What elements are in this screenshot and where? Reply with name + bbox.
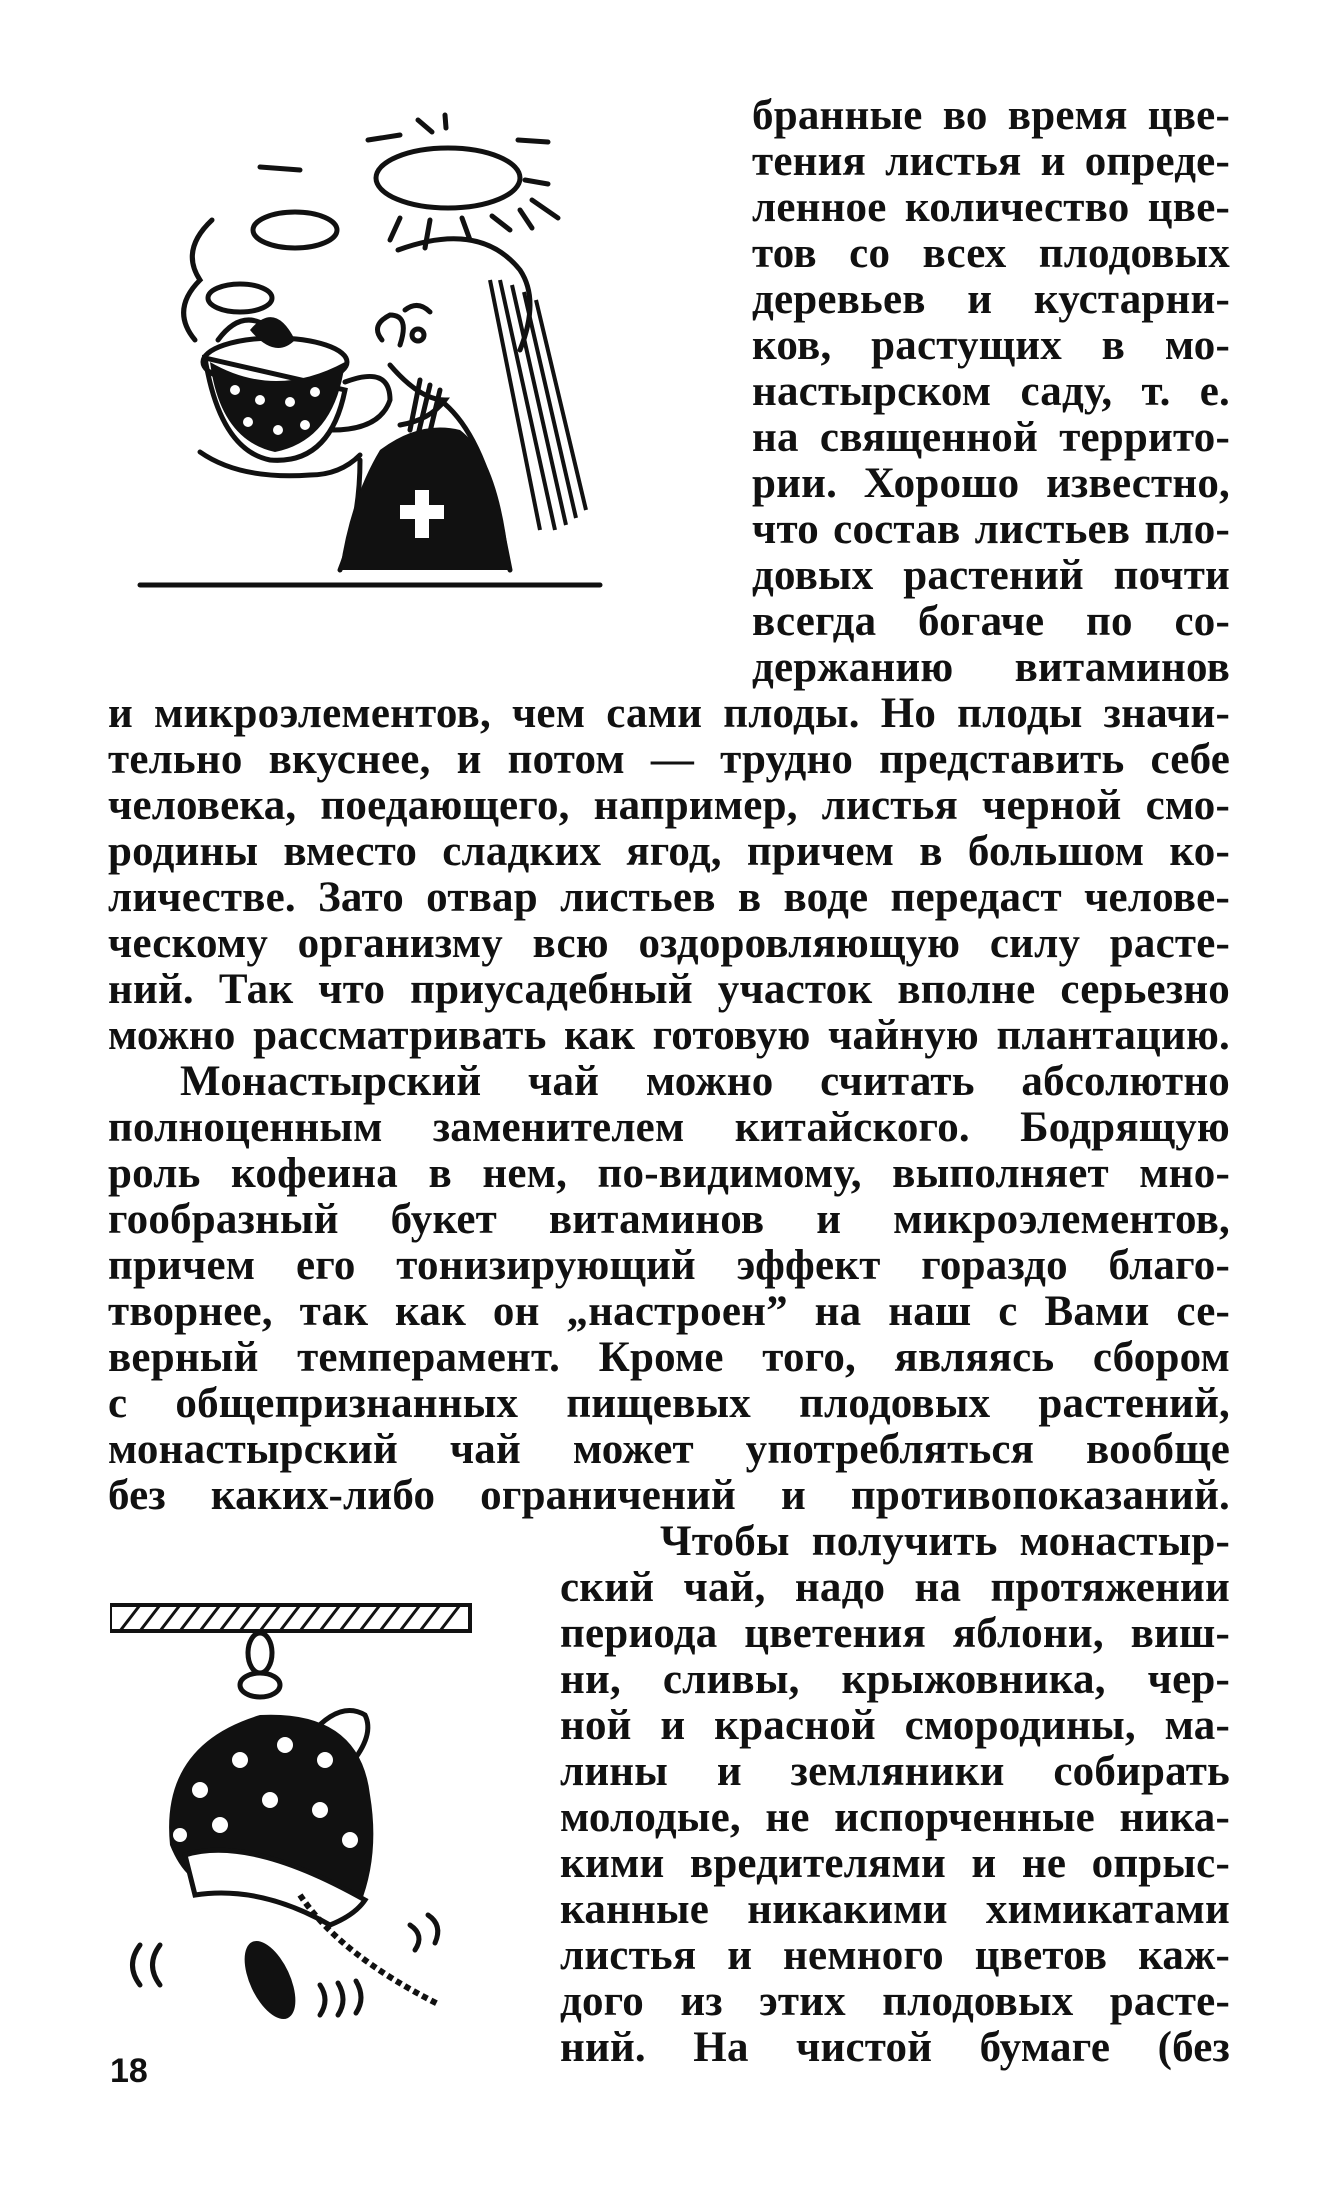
text-line: ни, сливы, крыжовника, чер- [560, 1656, 1230, 1703]
text-line: ков, растущих в мо- [752, 322, 1230, 369]
text-line-indented: Монастырский чай можно считать абсолютно [180, 1058, 1230, 1105]
text-line: держанию витаминов [752, 644, 1230, 691]
text-line: тов со всех плодовых [752, 230, 1230, 277]
text-line: ний. На чистой бумаге (без [560, 2024, 1230, 2071]
text-line: человека, поедающего, например, листья черной смо- [108, 782, 1230, 829]
text-line: ский чай, надо на протяжении [560, 1564, 1230, 1611]
text-line: бранные во время цве- [752, 92, 1230, 139]
text-line: дого из этих плодовых расте- [560, 1978, 1230, 2025]
text-line: творнее, так как он „настроен” на наш с Вами се- [108, 1288, 1230, 1335]
text-line: ленное количество цве- [752, 184, 1230, 231]
text-line: настырском саду, т. е. [752, 368, 1230, 415]
text-line: листья и немного цветов каж- [560, 1932, 1230, 1979]
text-line: с общепризнанных пищевых плодовых растений, [108, 1380, 1230, 1427]
text-line: периода цветения яблони, виш- [560, 1610, 1230, 1657]
text-line: верный темперамент. Кроме того, являясь сбором [108, 1334, 1230, 1381]
text-line: родины вместо сладких ягод, причем в большом ко- [108, 828, 1230, 875]
teapot-bell-illustration [110, 1595, 550, 2040]
text-line: личестве. Зато отвар листьев в воде передаст челове- [108, 874, 1230, 921]
text-line: без каких-либо ограничений и противопоказаний. [108, 1472, 1230, 1519]
text-line: довых растений почти [752, 552, 1230, 599]
text-line: что состав листьев пло- [752, 506, 1230, 553]
text-line-indented: Чтобы получить монастыр- [660, 1518, 1230, 1565]
text-line: канные никакими химикатами [560, 1886, 1230, 1933]
text-line: деревьев и кустарни- [752, 276, 1230, 323]
page-number: 18 [110, 2052, 148, 2090]
text-line: кими вредителями и не опрыс- [560, 1840, 1230, 1887]
text-line: можно рассматривать как готовую чайную плантацию. [108, 1012, 1230, 1059]
text-line: лины и земляники собирать [560, 1748, 1230, 1795]
text-line: ной и красной смородины, ма- [560, 1702, 1230, 1749]
text-line: роль кофеина в нем, по-видимому, выполняет мно- [108, 1150, 1230, 1197]
text-line: всегда богаче по со- [752, 598, 1230, 645]
text-line: монастырский чай может употребляться вообще [108, 1426, 1230, 1473]
text-line: тельно вкуснее, и потом — трудно представить себе [108, 736, 1230, 783]
text-line: молодые, не испорченные ника- [560, 1794, 1230, 1841]
text-line: ческому организму всю оздоровляющую силу расте- [108, 920, 1230, 967]
text-line: рии. Хорошо известно, [752, 460, 1230, 507]
text-line: ний. Так что приусадебный участок вполне серьезно [108, 966, 1230, 1013]
text-line: гообразный букет витаминов и микроэлементов, [108, 1196, 1230, 1243]
text-line: полноценным заменителем китайского. Бодрящую [108, 1104, 1230, 1151]
monk-teacup-illustration [100, 100, 660, 600]
text-line: причем его тонизирующий эффект гораздо благо- [108, 1242, 1230, 1289]
text-line: на священной террито- [752, 414, 1230, 461]
text-line: тения листья и опреде- [752, 138, 1230, 185]
text-line: и микроэлементов, чем сами плоды. Но плоды значи- [108, 690, 1230, 737]
